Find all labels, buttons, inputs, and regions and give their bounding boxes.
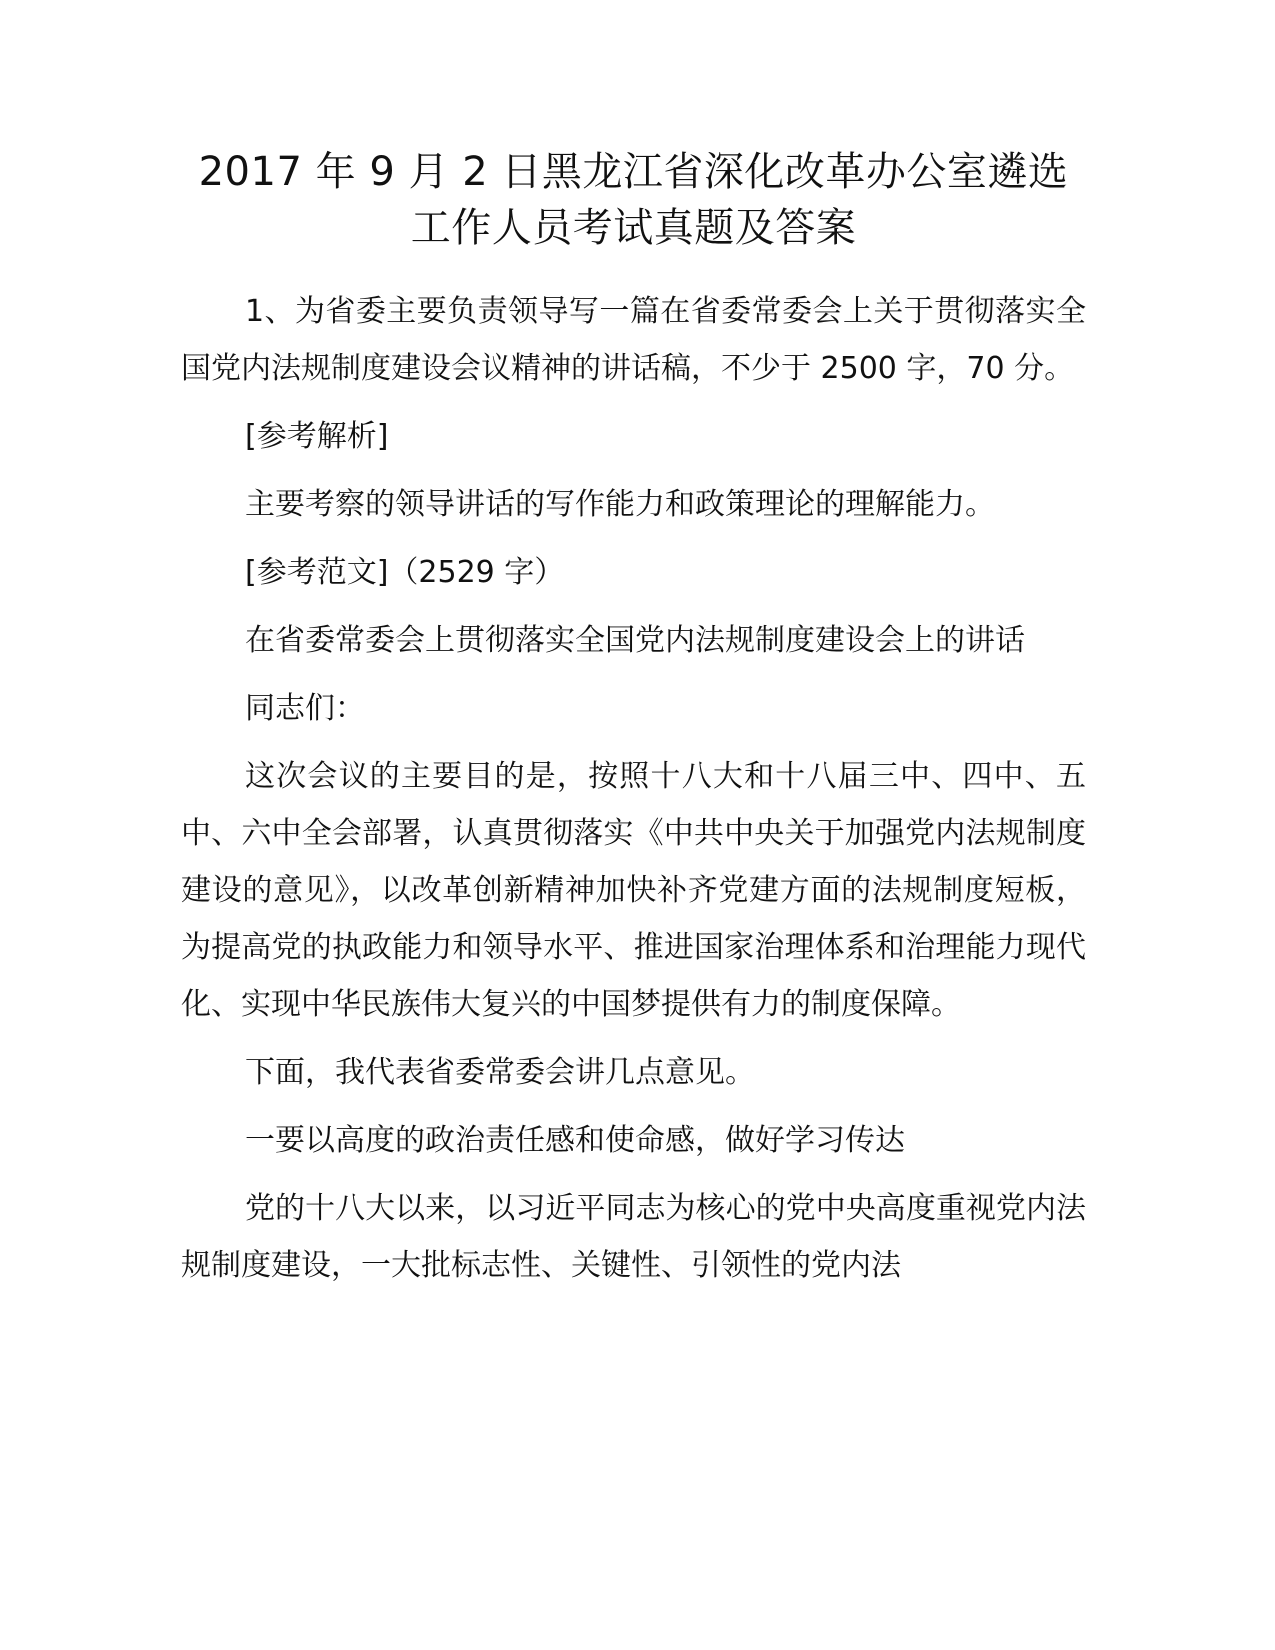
document-title-line-1: 2017 年 9 月 2 日黑龙江省深化改革办公室遴选 [198,149,1069,195]
analysis-paragraph: 主要考察的领导讲话的写作能力和政策理论的理解能力。 [245,487,995,522]
speech-title: 在省委常委会上贯彻落实全国党内法规制度建设会上的讲话 [245,623,1025,658]
sample-essay-heading: [参考范文]（2529 字） [245,555,565,590]
analysis-heading: [参考解析] [245,419,389,454]
body-paragraph: 下面，我代表省委常委会讲几点意见。 [245,1055,755,1090]
body-paragraph: 党的十八大以来，以习近平同志为核心的党中央高度重视党内法规制度建设，一大批标志性、关键性、引领性的党内法 [181,1191,1086,1283]
section-heading: 一要以高度的政治责任感和使命感，做好学习传达 [245,1123,905,1158]
body-paragraph: 这次会议的主要目的是，按照十八大和十八届三中、四中、五中、六中全会部署，认真贯彻落实《中共中央关于加强党内法规制度建设的意见》，以改革创新精神加快补齐党建方面的法规制度短板，为提高党的执政能力和领导水平、推进国家治理体系和治理能力现代化、实现中华民族伟大复兴的中国梦提供有力的制度保障。 [181,759,1086,1022]
question-paragraph: 1、为省委主要负责领导写一篇在省委常委会上关于贯彻落实全国党内法规制度建设会议精神的讲话稿，不少于 2500 字，70 分。 [181,294,1086,386]
document-page [181,0,1086,1650]
salutation: 同志们： [245,691,365,726]
document-title [181,144,1086,256]
document-title-line-2: 工作人员考试真题及答案 [410,205,857,251]
document-body [181,283,1086,1294]
